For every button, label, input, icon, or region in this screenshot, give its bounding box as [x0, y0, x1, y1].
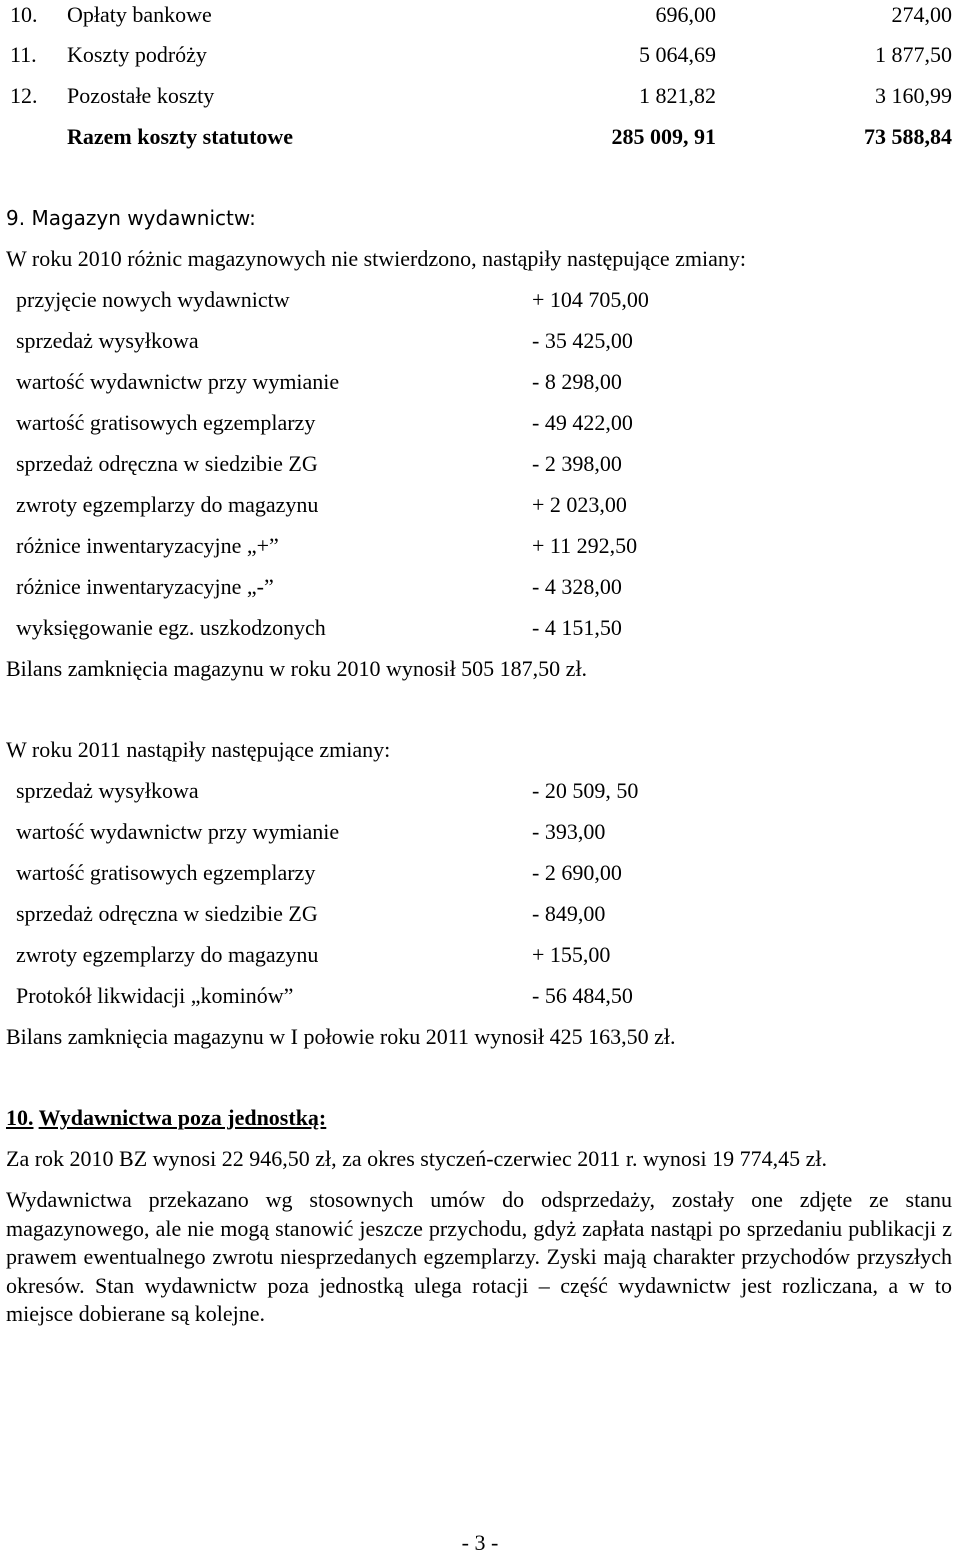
change-label: sprzedaż odręczna w siedzibie ZG [16, 451, 318, 476]
balance-2011: Bilans zamknięcia magazynu w I połowie roku 2011 wynosił 425 163,50 zł. [6, 1024, 676, 1049]
change-label: sprzedaż odręczna w siedzibie ZG [16, 901, 318, 926]
row-number: 12. [10, 83, 38, 108]
change-value: - 4 328,00 [532, 574, 622, 599]
cost-row [0, 81, 960, 111]
change-value: - 393,00 [532, 819, 606, 844]
change-label: zwroty egzemplarzy do magazynu [16, 492, 319, 517]
change-label: różnice inwentaryzacyjne „-” [16, 574, 274, 599]
row-number: 11. [10, 42, 37, 67]
change-value: - 35 425,00 [532, 328, 633, 353]
balance-2010: Bilans zamknięcia magazynu w roku 2010 wynosił 505 187,50 zł. [6, 656, 588, 681]
change-label: wartość wydawnictw przy wymianie [16, 369, 340, 394]
section-heading-magazyn: 9. Magazyn wydawnictw: [6, 206, 256, 230]
change-label: sprzedaż wysyłkowa [16, 778, 199, 803]
change-label: różnice inwentaryzacyjne „+” [16, 533, 279, 558]
cost-total-row [0, 122, 960, 152]
change-value: + 155,00 [532, 942, 611, 967]
wydawnictwa-summary: Za rok 2010 BZ wynosi 22 946,50 zł, za okres styczeń-czerwiec 2011 r. wynosi 19 774,45 zł. [6, 1146, 827, 1171]
wydawnictwa-paragraph: Wydawnictwa przekazano wg stosownych umów do odsprzedaży, zostały one zdjęte ze stanu magazynowego, ale nie mogą stanowić jeszcze przychodu, gdyż zapłata nastąpi po sprzedaniu publikacji z prawem ewentualnego zwrotu niesprzedanych egzemplarzy. Zyski mają charakter przychodów przyszłych okresów. Stan wydawnictw poza jednostką ulega rotacji – część wydawnictw jest rozliczana, a w to miejsce dobierane są kolejne. [6, 1187, 952, 1326]
change-value: + 104 705,00 [532, 287, 649, 312]
change-value: - 20 509, 50 [532, 778, 639, 803]
change-label: Protokół likwidacji „kominów” [16, 983, 294, 1008]
change-value: - 49 422,00 [532, 410, 633, 435]
change-value: - 2 690,00 [532, 860, 622, 885]
change-value: - 8 298,00 [532, 369, 622, 394]
cost-name: Koszty podróży [67, 42, 207, 67]
intro-2010: W roku 2010 różnic magazynowych nie stwierdzono, nastąpiły następujące zmiany: [6, 246, 747, 271]
intro-2011: W roku 2011 nastąpiły następujące zmiany: [6, 737, 391, 762]
cost-total-label: Razem koszty statutowe [67, 124, 294, 149]
change-label: przyjęcie nowych wydawnictw [16, 287, 290, 312]
change-label: wartość gratisowych egzemplarzy [16, 410, 316, 435]
section-title: Wydawnictwa poza jednostką: [38, 1105, 327, 1130]
change-label: wartość gratisowych egzemplarzy [16, 860, 316, 885]
change-label: zwroty egzemplarzy do magazynu [16, 942, 319, 967]
cost-row [0, 40, 960, 70]
row-number: 10. [10, 2, 38, 27]
cost-total-2010: 285 009, 91 [611, 124, 716, 149]
cost-row [0, 0, 960, 30]
change-label: sprzedaż wysyłkowa [16, 328, 199, 353]
change-value: - 56 484,50 [532, 983, 633, 1008]
section-heading-wydawnictwa [6, 1103, 326, 1133]
cost-name: Pozostałe koszty [67, 83, 215, 108]
change-label: wartość wydawnictw przy wymianie [16, 819, 340, 844]
cost-value-2011: 3 160,99 [875, 83, 952, 108]
change-value: - 2 398,00 [532, 451, 622, 476]
page-number: - 3 - [461, 1530, 499, 1555]
change-value: + 2 023,00 [532, 492, 627, 517]
cost-value-2011: 1 877,50 [875, 42, 952, 67]
cost-value-2010: 696,00 [655, 2, 716, 27]
change-label: wyksięgowanie egz. uszkodzonych [16, 615, 326, 640]
cost-value-2010: 5 064,69 [639, 42, 716, 67]
change-value: + 11 292,50 [532, 533, 638, 558]
change-value: - 849,00 [532, 901, 606, 926]
cost-name: Opłaty bankowe [67, 2, 212, 27]
cost-value-2010: 1 821,82 [639, 83, 716, 108]
section-number: 10. [6, 1105, 34, 1130]
change-value: - 4 151,50 [532, 615, 622, 640]
cost-value-2011: 274,00 [891, 2, 952, 27]
cost-total-2011: 73 588,84 [864, 124, 952, 149]
